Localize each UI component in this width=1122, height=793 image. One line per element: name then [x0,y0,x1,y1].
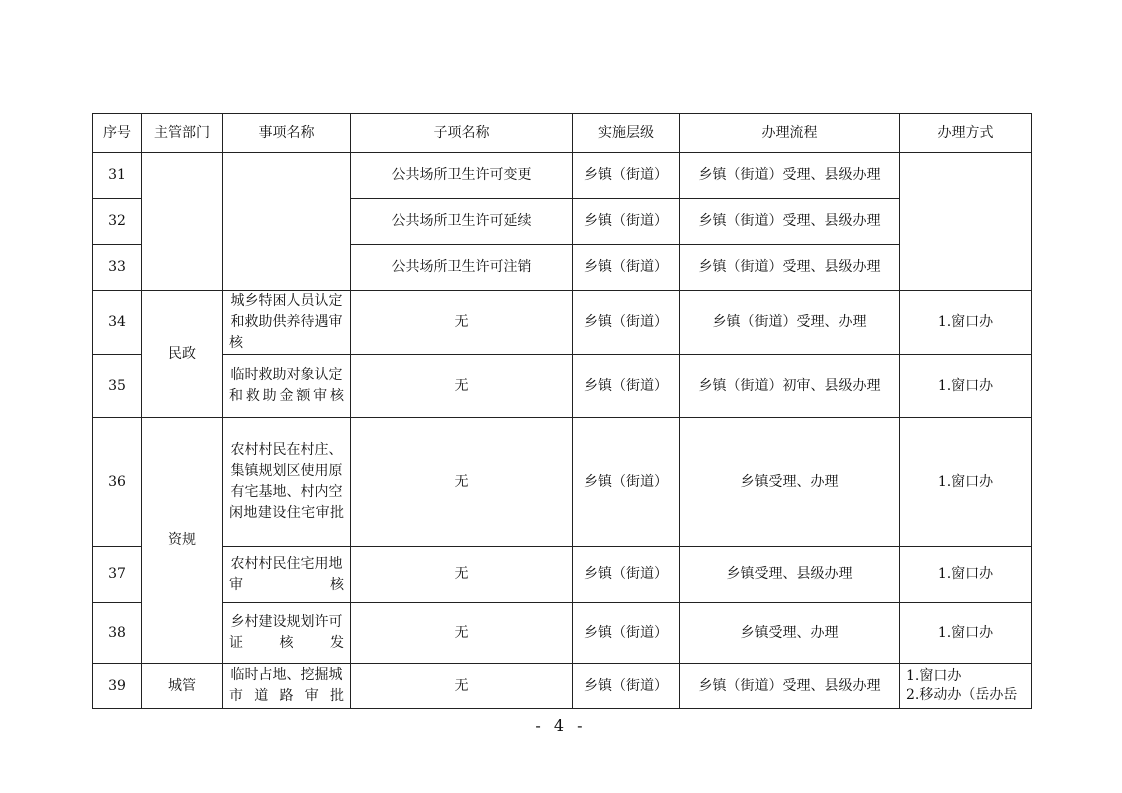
cell-flow: 乡镇受理、办理 [680,603,900,664]
cell-level: 乡镇（街道） [573,153,680,199]
cell-flow: 乡镇受理、县级办理 [680,547,900,603]
header-method: 办理方式 [900,114,1032,153]
matters-table [92,113,1032,709]
cell-no: 39 [93,664,142,709]
cell-method [900,153,1032,291]
cell-item: 农村村民住宅用地审核 [223,547,351,603]
cell-flow: 乡镇（街道）初审、县级办理 [680,355,900,418]
cell-flow: 乡镇（街道）受理、办理 [680,291,900,355]
cell-method: 1.窗口办 [900,418,1032,547]
cell-no: 37 [93,547,142,603]
cell-department [142,153,223,291]
cell-item [223,153,351,291]
table-row [93,291,1032,355]
cell-level: 乡镇（街道） [573,547,680,603]
table-row [93,355,1032,418]
cell-no: 33 [93,245,142,291]
cell-level: 乡镇（街道） [573,355,680,418]
cell-level: 乡镇（街道） [573,245,680,291]
cell-subitem: 公共场所卫生许可变更 [351,153,573,199]
cell-item: 临时救助对象认定和救助金额审核 [223,355,351,418]
cell-no: 38 [93,603,142,664]
cell-level: 乡镇（街道） [573,418,680,547]
header-no: 序号 [93,114,142,153]
cell-item: 乡村建设规划许可证核发 [223,603,351,664]
cell-flow: 乡镇（街道）受理、县级办理 [680,664,900,709]
cell-no: 31 [93,153,142,199]
cell-level: 乡镇（街道） [573,664,680,709]
cell-no: 36 [93,418,142,547]
cell-department: 城管 [142,664,223,709]
cell-subitem: 无 [351,418,573,547]
cell-no: 32 [93,199,142,245]
cell-level: 乡镇（街道） [573,603,680,664]
cell-department: 资规 [142,418,223,664]
cell-subitem: 公共场所卫生许可延续 [351,199,573,245]
cell-flow: 乡镇（街道）受理、县级办理 [680,245,900,291]
cell-level: 乡镇（街道） [573,199,680,245]
cell-department: 民政 [142,291,223,418]
page-number: - 4 - [535,716,587,735]
cell-method: 1.窗口办 [900,547,1032,603]
cell-item: 城乡特困人员认定和救助供养待遇审核 [223,291,351,355]
cell-flow: 乡镇（街道）受理、县级办理 [680,199,900,245]
cell-subitem: 公共场所卫生许可注销 [351,245,573,291]
cell-item: 临时占地、挖掘城市道路审批 [223,664,351,709]
cell-no: 34 [93,291,142,355]
table-row [93,664,1032,709]
cell-subitem: 无 [351,355,573,418]
table-row [93,418,1032,547]
header-level: 实施层级 [573,114,680,153]
header-row [93,114,1032,153]
cell-no: 35 [93,355,142,418]
cell-flow: 乡镇受理、办理 [680,418,900,547]
cell-method: 1.窗口办 [900,603,1032,664]
cell-subitem: 无 [351,603,573,664]
header-department: 主管部门 [142,114,223,153]
cell-flow: 乡镇（街道）受理、县级办理 [680,153,900,199]
cell-subitem: 无 [351,291,573,355]
cell-method: 1.窗口办 2.移动办（岳办岳 [900,664,1032,709]
table-row [93,547,1032,603]
header-subitem: 子项名称 [351,114,573,153]
cell-subitem: 无 [351,664,573,709]
cell-method: 1.窗口办 [900,291,1032,355]
cell-method: 1.窗口办 [900,355,1032,418]
header-flow: 办理流程 [680,114,900,153]
header-item: 事项名称 [223,114,351,153]
cell-subitem: 无 [351,547,573,603]
table-row [93,603,1032,664]
table-row [93,153,1032,199]
cell-level: 乡镇（街道） [573,291,680,355]
cell-item: 农村村民在村庄、集镇规划区使用原有宅基地、村内空闲地建设住宅审批 [223,418,351,547]
